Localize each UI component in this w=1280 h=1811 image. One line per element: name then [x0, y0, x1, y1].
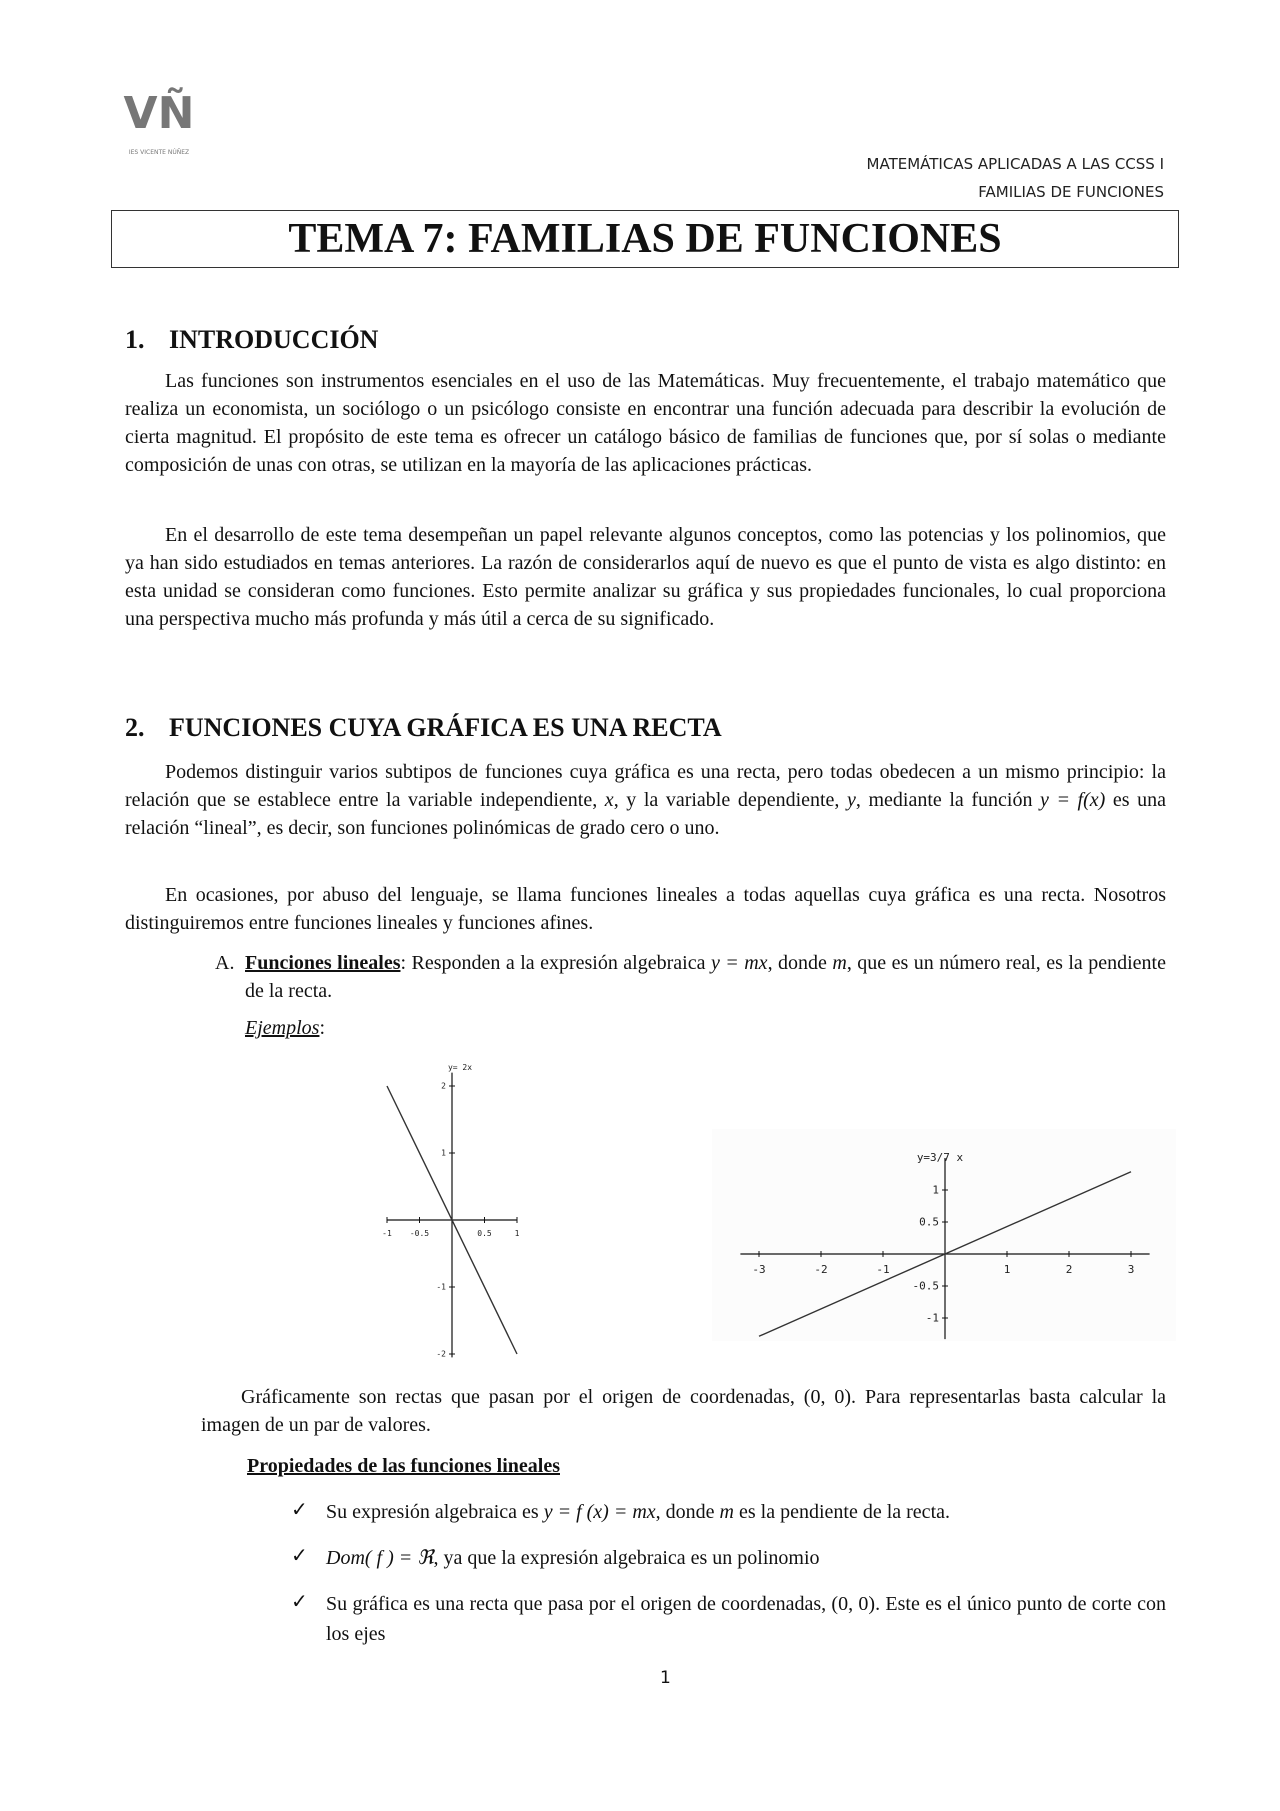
x-tick-label: 1: [514, 1229, 520, 1238]
x-tick-label: 2: [1065, 1263, 1073, 1276]
header-topic: FAMILIAS DE FUNCIONES: [978, 183, 1164, 201]
x-tick-label: 0.5: [477, 1229, 492, 1238]
property-1: Su expresión algebraica es y = f (x) = mx, donde m es la pendiente de la recta.: [326, 1501, 950, 1523]
section-2-heading: [125, 713, 722, 743]
x-tick-label: -1: [382, 1229, 392, 1238]
y-tick-label: -1: [925, 1311, 939, 1325]
x-tick-label: 1: [1003, 1263, 1011, 1276]
property-3: Su gráfica es una recta que pasa por el origen de coordenadas, (0, 0). Este es el único punto de corte con los ejes: [326, 1593, 1166, 1645]
section-number: 2.: [125, 713, 145, 742]
properties-title: Propiedades de las funciones lineales: [247, 1455, 560, 1477]
check-icon: ✓: [291, 1499, 308, 1521]
section-1-heading: [125, 325, 378, 355]
x-tick-label: -1: [876, 1263, 890, 1276]
x-tick-label: -3: [752, 1263, 766, 1276]
y-tick-label: 0.5: [919, 1215, 939, 1229]
examples-label: Ejemplos:: [245, 1017, 325, 1039]
section-title: INTRODUCCIÓN: [169, 325, 379, 354]
page-title: TEMA 7: FAMILIAS DE FUNCIONES: [111, 210, 1179, 268]
intro-paragraph-1: Las funciones son instrumentos esenciales en el uso de las Matemáticas. Muy frecuentemente, el trabajo matemático que realiza un economista, un sociólogo o un psicólogo consiste en encontrar una función adecuada para describir la evolución de cierta magnitud. El propósito de este tema es ofrecer un catálogo básico de familias de funciones que, por sí solas o mediante composición de unas con otras, se utilizan en la mayoría de las aplicaciones prácticas.: [125, 370, 1166, 476]
chart-title: y=3/7 x: [916, 1151, 964, 1164]
x-tick-label: -0.5: [409, 1229, 430, 1238]
intro-paragraph-2: En el desarrollo de este tema desempeñan un papel relevante algunos conceptos, como las potencias y los polinomios, que ya han sido estudiados en temas anteriores. La razón de considerarlos aquí de nuevo es que el punto de vista es algo distinto: en esta unidad se consideran como funciones. Esto permite analizar su gráfica y sus propiedades funcionales, lo cual proporciona una perspectiva mucho más profunda y más útil a cerca de su significado.: [125, 524, 1166, 630]
section-title: FUNCIONES CUYA GRÁFICA ES UNA RECTA: [169, 713, 722, 742]
y-tick-label: -1: [436, 1282, 446, 1292]
school-logo: [122, 79, 196, 171]
chart-y-3-7x: [712, 1129, 1176, 1341]
y-tick-label: 1: [441, 1148, 446, 1158]
check-icon: ✓: [291, 1591, 308, 1613]
y-tick-label: -0.5: [912, 1279, 939, 1293]
logo-caption: IES VICENTE NÚÑEZ: [128, 149, 190, 156]
logo-mark: VÑ: [123, 88, 195, 139]
graph-paragraph: Gráficamente son rectas que pasan por el origen de coordenadas, (0, 0). Para representarlas basta calcular la imagen de un par de valores.: [201, 1386, 1166, 1436]
item-a-linear-functions: A. Funciones lineales: Responden a la expresión algebraica y = mx, donde m, que es un número real, es la pendiente de la recta.: [215, 952, 1166, 1002]
header-course: MATEMÁTICAS APLICADAS A LAS CCSS I: [866, 155, 1164, 173]
y-tick-label: 2: [441, 1081, 446, 1091]
page-number: 1: [660, 1668, 671, 1688]
section-2-paragraph-1: Podemos distinguir varios subtipos de funciones cuya gráfica es una recta, pero todas obedecen a un mismo principio: la relación que se establece entre la variable independiente, x, y la variable dependiente, y, mediante la función y = f(x) es una relación “lineal”, es decir, son funciones polinómicas de grado cero o uno.: [125, 761, 1166, 839]
chart-y-2x: [370, 1060, 530, 1365]
y-tick-label: 1: [932, 1183, 939, 1197]
property-2: Dom( f ) = ℜ, ya que la expresión algebraica es un polinomio: [326, 1547, 820, 1569]
x-tick-label: 3: [1127, 1263, 1135, 1276]
x-tick-label: -2: [814, 1263, 828, 1276]
chart-title: y= 2x: [447, 1063, 473, 1072]
check-icon: ✓: [291, 1545, 308, 1567]
section-number: 1.: [125, 325, 145, 354]
y-tick-label: -2: [436, 1349, 446, 1359]
section-2-paragraph-2: En ocasiones, por abuso del lenguaje, se llama funciones lineales a todas aquellas cuya gráfica es una recta. Nosotros distinguiremos entre funciones lineales y funciones afines.: [125, 884, 1166, 934]
